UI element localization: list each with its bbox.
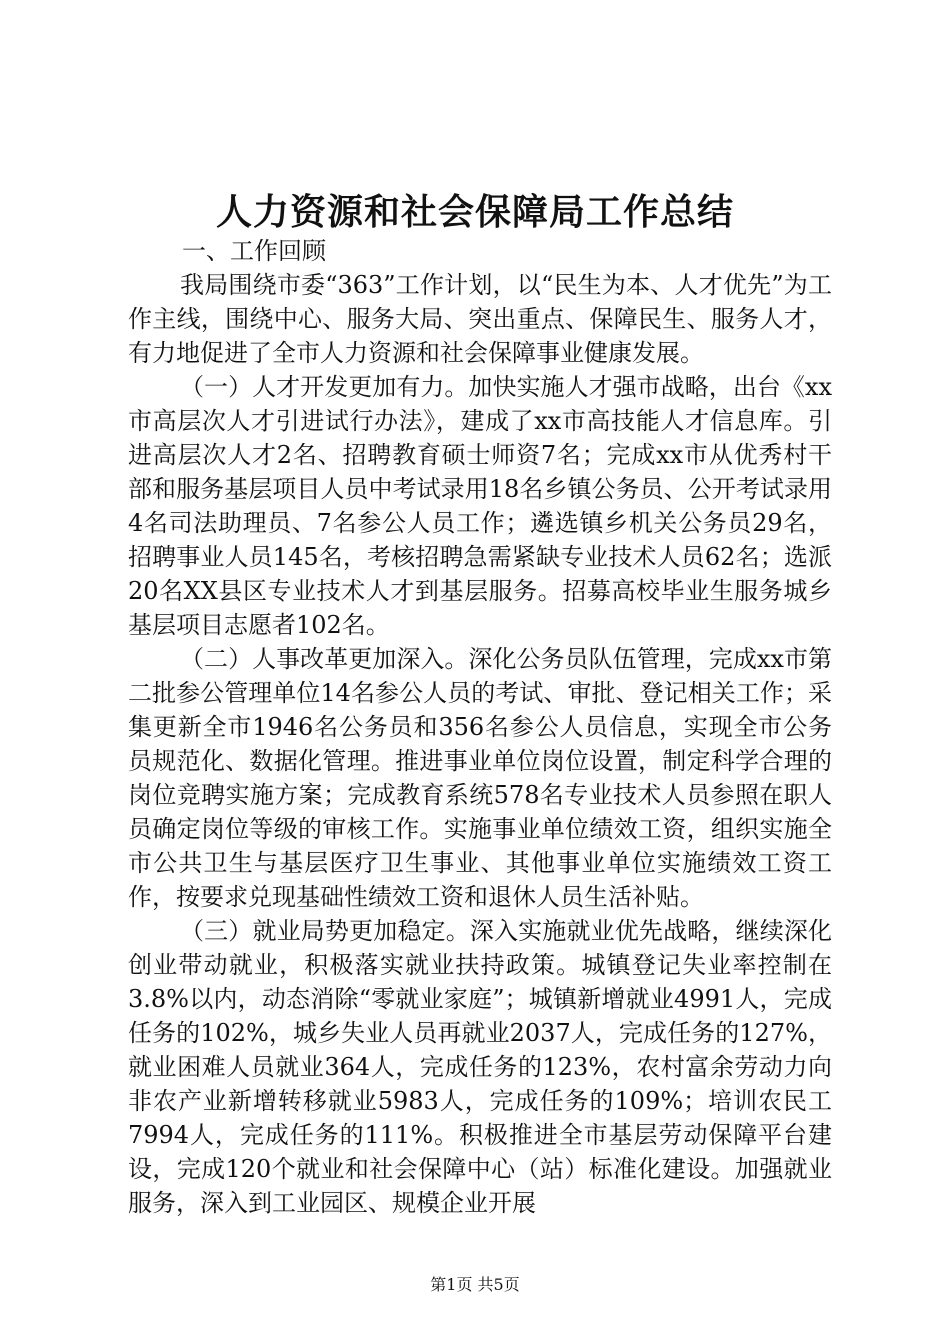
paragraph-employment: （三）就业局势更加稳定。深入实施就业优先战略，继续深化创业带动就业，积极落实就业扶持政策。城镇登记失业率控制在3.8%以内，动态消除“零就业家庭”；城镇新增就业4991人，完成任务的102%，城乡失业人员再就业2037人，完成任务的127%，就业困难人员就业364人，完成任务的123%，农村富余劳动力向非农产业新增转移就业5983人，完成任务的109%；培训农民工7994人，完成任务的111%。积极推进全市基层劳动保障平台建设，完成120个就业和社会保障中心（站）标准化建设。加强就业服务，深入到工业园区、规模企业开展 <box>128 917 832 1217</box>
document-body <box>128 234 832 1220</box>
paragraph-talent-development: （一）人才开发更加有力。加快实施人才强市战略，出台《xx市高层次人才引进试行办法》，建成了xx市高技能人才信息库。引进高层次人才2名、招聘教育硕士师资7名；完成xx市从优秀村干部和服务基层项目人员中考试录用18名乡镇公务员、公开考试录用4名司法助理员、7名参公人员工作；遴选镇乡机关公务员29名，招聘事业人员145名，考核招聘急需紧缺专业技术人员62名；选派20名XX县区专业技术人才到基层服务。招募高校毕业生服务城乡基层项目志愿者102名。 <box>128 373 832 639</box>
paragraph-intro: 我局围绕市委“363”工作计划，以“民生为本、人才优先”为工作主线，围绕中心、服务大局、突出重点、保障民生、服务人才，有力地促进了全市人力资源和社会保障事业健康发展。 <box>128 271 832 367</box>
document-title: 人力资源和社会保障局工作总结 <box>215 191 734 233</box>
paragraph-personnel-reform: （二）人事改革更加深入。深化公务员队伍管理，完成xx市第二批参公管理单位14名参公人员的考试、审批、登记相关工作；采集更新全市1946名公务员和356名参公人员信息，实现全市公务员规范化、数据化管理。推进事业单位岗位设置，制定科学合理的岗位竞聘实施方案；完成教育系统578名专业技术人员参照在职人员确定岗位等级的审核工作。实施事业单位绩效工资，组织实施全市公共卫生与基层医疗卫生事业、其他事业单位实施绩效工资工作，按要求兑现基础性绩效工资和退休人员生活补贴。 <box>128 645 832 911</box>
page-footer: 第1页 共5页 <box>430 1275 520 1294</box>
section-heading: 一、工作回顾 <box>182 237 326 265</box>
